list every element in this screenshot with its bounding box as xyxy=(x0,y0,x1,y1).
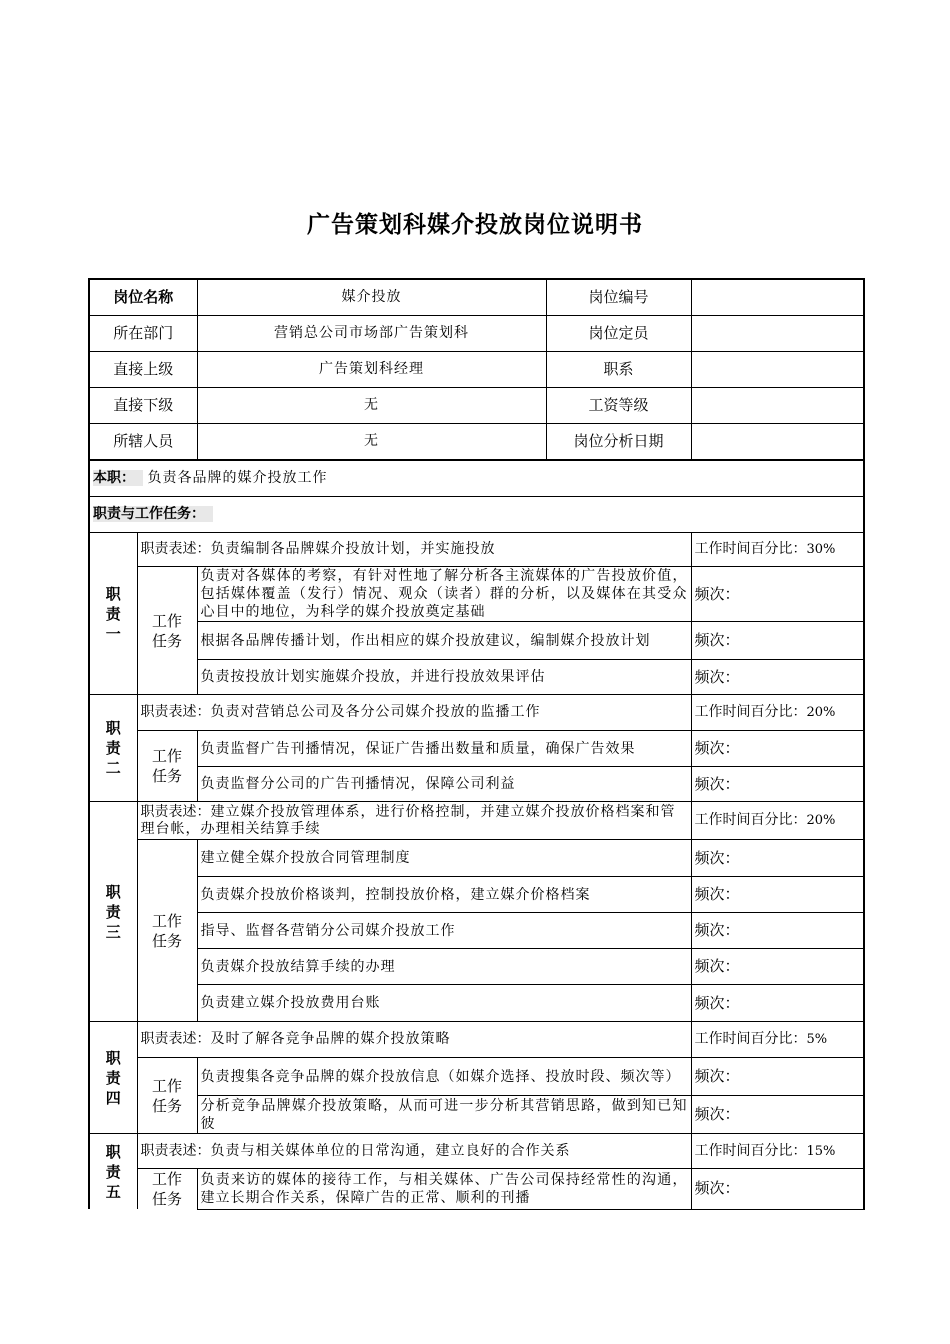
desc-prefix: 职责表述： xyxy=(140,803,211,820)
task-label-line: 工作 xyxy=(151,911,182,930)
task-label xyxy=(137,840,197,1022)
time-percentage xyxy=(691,802,864,840)
duty-description xyxy=(137,533,691,567)
task-row xyxy=(89,567,864,622)
info-value xyxy=(691,279,864,316)
role-text: 负责各品牌的媒介投放工作 xyxy=(147,470,328,486)
task-frequency: 频次： xyxy=(691,1169,864,1210)
duty-desc-row xyxy=(89,1022,864,1058)
duty-label-char: 五 xyxy=(105,1182,121,1201)
desc-prefix: 职责表述： xyxy=(140,704,211,720)
task-label-line: 任务 xyxy=(151,931,182,950)
task-frequency: 频次： xyxy=(691,1058,864,1096)
duty-label-char: 职 xyxy=(105,882,121,901)
duty-label-char: 责 xyxy=(105,604,121,623)
duty-label-char: 责 xyxy=(105,1068,121,1087)
task-frequency: 频次： xyxy=(691,622,864,660)
task-row xyxy=(89,1096,864,1134)
task-label xyxy=(137,1169,197,1210)
task-frequency: 频次： xyxy=(691,985,864,1022)
desc-text: 负责对营销总公司及各分公司媒介投放的监播工作 xyxy=(210,704,541,720)
duties-heading: 职责与工作任务： xyxy=(93,506,213,522)
duty-label-char: 三 xyxy=(105,922,121,941)
role-label: 本职： xyxy=(93,470,143,486)
role-row xyxy=(89,461,864,497)
task-row xyxy=(89,731,864,767)
duties-heading-row xyxy=(89,497,864,533)
info-label: 工资等级 xyxy=(546,388,691,424)
info-value xyxy=(691,424,864,460)
task-row xyxy=(89,660,864,695)
pct-value: 30% xyxy=(806,542,836,557)
duty-label xyxy=(89,695,137,802)
duty-label xyxy=(89,1134,137,1210)
duty-desc-row xyxy=(89,802,864,840)
task-text: 负责媒介投放结算手续的办理 xyxy=(197,949,691,985)
duty-label xyxy=(89,802,137,1022)
duty-label-char: 责 xyxy=(105,902,121,921)
duty-label-char: 一 xyxy=(105,624,121,643)
desc-text: 负责编制各品牌媒介投放计划，并实施投放 xyxy=(210,541,496,557)
duty-label-char: 职 xyxy=(105,719,121,737)
desc-text: 建立媒介投放管理体系，进行价格控制，并建立媒介投放价格档案和管理台帐，办理相关结算手续 xyxy=(140,803,676,837)
info-label: 职系 xyxy=(546,352,691,388)
info-value: 广告策划科经理 xyxy=(197,352,546,388)
task-text: 负责建立媒介投放费用台账 xyxy=(197,985,691,1022)
task-label xyxy=(137,1058,197,1134)
info-label: 所辖人员 xyxy=(89,424,197,460)
task-label-text xyxy=(148,746,187,786)
duty-description xyxy=(137,1134,691,1169)
task-row xyxy=(89,767,864,802)
task-text: 建立健全媒介投放合同管理制度 xyxy=(197,840,691,877)
task-label-line: 任务 xyxy=(151,767,182,785)
info-value xyxy=(691,388,864,424)
task-label-text xyxy=(148,1076,187,1116)
info-value: 媒介投放 xyxy=(197,279,546,316)
task-text: 根据各品牌传播计划，作出相应的媒介投放建议，编制媒介投放计划 xyxy=(197,622,691,660)
task-row xyxy=(89,877,864,913)
duty-label xyxy=(89,1022,137,1134)
desc-text: 负责与相关媒体单位的日常沟通，建立良好的合作关系 xyxy=(210,1142,571,1159)
info-value: 营销总公司市场部广告策划科 xyxy=(197,316,546,352)
pct-value: 15% xyxy=(806,1143,836,1159)
duties-table xyxy=(88,460,865,1210)
task-row xyxy=(89,840,864,877)
duty-label-char: 责 xyxy=(105,739,121,757)
task-text: 分析竞争品牌媒介投放策略，从而可进一步分析其营销思路，做到知已知彼 xyxy=(197,1096,691,1134)
info-label: 岗位定员 xyxy=(546,316,691,352)
task-row xyxy=(89,913,864,949)
duty-label-char: 四 xyxy=(105,1088,121,1107)
duty-label-char: 职 xyxy=(105,1048,121,1067)
desc-prefix: 职责表述： xyxy=(140,541,211,557)
pct-value: 20% xyxy=(806,813,836,828)
task-label-line: 任务 xyxy=(151,1190,182,1208)
pct-label: 工作时间百分比： xyxy=(694,812,807,828)
pct-value: 20% xyxy=(806,705,836,720)
info-label: 直接下级 xyxy=(89,388,197,424)
info-row xyxy=(89,279,864,316)
duty-desc-row xyxy=(89,1134,864,1169)
duty-label xyxy=(89,533,137,695)
pct-label: 工作时间百分比： xyxy=(694,1031,807,1047)
pct-label: 工作时间百分比： xyxy=(694,704,807,720)
task-label xyxy=(137,567,197,695)
task-frequency: 频次： xyxy=(691,949,864,985)
page-title: 广告策划科媒介投放岗位说明书 xyxy=(307,212,643,238)
info-label: 所在部门 xyxy=(89,316,197,352)
duty-description xyxy=(137,1022,691,1058)
task-text: 负责按投放计划实施媒介投放，并进行投放效果评估 xyxy=(197,660,691,695)
task-frequency: 频次： xyxy=(691,913,864,949)
info-label: 岗位分析日期 xyxy=(546,424,691,460)
task-label xyxy=(137,731,197,802)
info-row xyxy=(89,352,864,388)
info-value: 无 xyxy=(197,424,546,460)
time-percentage xyxy=(691,695,864,731)
task-text: 指导、监督各营销分公司媒介投放工作 xyxy=(197,913,691,949)
task-row xyxy=(89,1058,864,1096)
info-value: 无 xyxy=(197,388,546,424)
task-label-line: 工作 xyxy=(151,1170,182,1188)
duty-label-char: 职 xyxy=(105,1142,121,1161)
task-text: 负责对各媒体的考察，有针对性地了解分析各主流媒体的广告投放价值，包括媒体覆盖（发行）情况、观众（读者）群的分析，以及媒体在其受众心目中的地位，为科学的媒介投放奠定基础 xyxy=(197,567,691,622)
task-frequency: 频次： xyxy=(691,1096,864,1134)
info-label: 直接上级 xyxy=(89,352,197,388)
task-frequency: 频次： xyxy=(691,767,864,802)
task-text: 负责监督分公司的广告刊播情况，保障公司利益 xyxy=(197,767,691,802)
task-frequency: 频次： xyxy=(691,840,864,877)
job-description-table xyxy=(88,278,863,1210)
info-value xyxy=(691,352,864,388)
desc-prefix: 职责表述： xyxy=(140,1031,211,1047)
task-label-text xyxy=(148,611,187,651)
duty-description xyxy=(137,695,691,731)
task-frequency: 频次： xyxy=(691,567,864,622)
task-text: 负责搜集各竞争品牌的媒介投放信息（如媒介选择、投放时段、频次等） xyxy=(197,1058,691,1096)
time-percentage xyxy=(691,1134,864,1169)
pct-label: 工作时间百分比： xyxy=(694,1142,807,1159)
pct-value: 5% xyxy=(806,1032,828,1047)
task-label-text xyxy=(148,911,187,951)
duty-label-char: 二 xyxy=(105,759,121,777)
desc-text: 及时了解各竞争品牌的媒介投放策略 xyxy=(210,1031,451,1047)
info-row xyxy=(89,388,864,424)
task-text: 负责监督广告刊播情况，保证广告播出数量和质量，确保广告效果 xyxy=(197,731,691,767)
task-frequency: 频次： xyxy=(691,660,864,695)
task-label-line: 任务 xyxy=(151,1096,182,1115)
info-row xyxy=(89,316,864,352)
info-value xyxy=(691,316,864,352)
pct-label: 工作时间百分比： xyxy=(694,541,807,557)
info-label: 岗位名称 xyxy=(89,279,197,316)
task-row xyxy=(89,1169,864,1210)
task-text: 负责媒介投放价格谈判，控制投放价格，建立媒介价格档案 xyxy=(197,877,691,913)
task-label-line: 工作 xyxy=(151,747,182,765)
duty-description xyxy=(137,802,691,840)
info-row xyxy=(89,424,864,460)
duty-label-char: 职 xyxy=(105,584,121,603)
task-frequency: 频次： xyxy=(691,877,864,913)
time-percentage xyxy=(691,1022,864,1058)
task-row xyxy=(89,985,864,1022)
task-text: 负责来访的媒体的接待工作，与相关媒体、广告公司保持经常性的沟通，建立长期合作关系，保障广告的正常、顺利的刊播 xyxy=(197,1169,691,1210)
task-label-line: 工作 xyxy=(151,1076,182,1095)
task-frequency: 频次： xyxy=(691,731,864,767)
task-row xyxy=(89,622,864,660)
task-label-line: 任务 xyxy=(151,631,182,650)
task-label-text xyxy=(148,1169,187,1209)
time-percentage xyxy=(691,533,864,567)
duty-desc-row xyxy=(89,695,864,731)
duty-desc-row xyxy=(89,533,864,567)
task-row xyxy=(89,949,864,985)
desc-prefix: 职责表述： xyxy=(140,1142,211,1159)
info-label: 岗位编号 xyxy=(546,279,691,316)
info-table xyxy=(88,278,865,460)
duty-label-char: 责 xyxy=(105,1162,121,1181)
task-label-line: 工作 xyxy=(151,611,182,630)
